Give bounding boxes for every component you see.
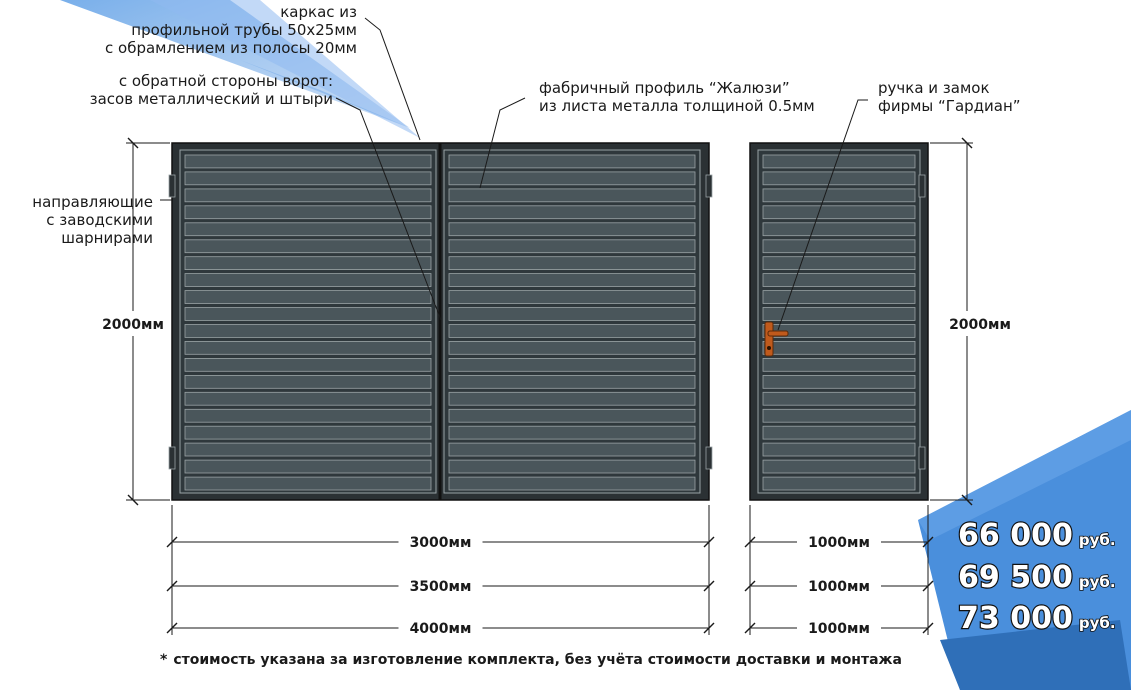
louver-slat [185, 240, 431, 253]
louver-slat [449, 460, 695, 473]
footnote-star: * [160, 652, 168, 668]
louver-slat [449, 426, 695, 439]
louver-slat [763, 240, 915, 253]
louver-slat [449, 308, 695, 321]
gate-width-label: 3500мм [409, 579, 472, 595]
hinges-label-3: шарнирами [61, 229, 153, 247]
height-label-left: 2000мм [102, 317, 164, 333]
gate-width-label: 4000мм [409, 621, 472, 637]
price-amount: 69 500 [958, 560, 1073, 595]
louver-slat [449, 392, 695, 405]
louver-slat [763, 206, 915, 219]
louver-slat [449, 341, 695, 354]
louver-slat [449, 274, 695, 287]
louver-slat [763, 257, 915, 270]
louver-slat [185, 274, 431, 287]
louver-slat [449, 206, 695, 219]
profile-label-1: фабричный профиль “Жалюзи” [539, 79, 790, 97]
louver-slat [763, 477, 915, 490]
louver-slat [449, 477, 695, 490]
width-dimensions [167, 535, 933, 637]
louver-slat [449, 409, 695, 422]
louver-slat [763, 172, 915, 185]
louver-slat [763, 155, 915, 168]
price-amount: 66 000 [958, 518, 1073, 553]
louver-slat [763, 426, 915, 439]
height-label-right: 2000мм [949, 317, 1011, 333]
louver-slat [185, 223, 431, 236]
frame-label-2: профильной трубы 50х25мм [131, 21, 357, 39]
louver-slat [449, 443, 695, 456]
louver-slat [449, 172, 695, 185]
louver-slat [449, 257, 695, 270]
louver-slat [185, 409, 431, 422]
louver-slat [763, 358, 915, 371]
gate-width-label: 3000мм [409, 535, 472, 551]
louver-slat [763, 443, 915, 456]
louver-slat [185, 155, 431, 168]
louver-slat [185, 477, 431, 490]
width-extension-lines [172, 505, 928, 635]
price-currency: руб. [1078, 573, 1116, 591]
hinge-icon [919, 175, 925, 197]
double-gate [169, 143, 712, 500]
hinges-label-1: направляющие [32, 193, 153, 211]
handle-label-2: фирмы “Гардиан” [878, 97, 1021, 115]
hinge-icon [706, 175, 712, 197]
louver-slat [185, 443, 431, 456]
handle-label-1: ручка и замок [878, 79, 990, 97]
louver-slat [763, 223, 915, 236]
louver-slat [449, 291, 695, 304]
louver-slat [449, 375, 695, 388]
louver-slat [449, 240, 695, 253]
hinge-icon [919, 447, 925, 469]
louver-slat [185, 172, 431, 185]
louver-slat [763, 274, 915, 287]
frame-label-1: каркас из [280, 3, 357, 21]
louver-slat [449, 358, 695, 371]
price-list [958, 518, 1116, 636]
price-currency: руб. [1078, 614, 1116, 632]
louver-slat [185, 341, 431, 354]
louver-slat [763, 341, 915, 354]
louver-slat [185, 291, 431, 304]
louver-slat [185, 375, 431, 388]
wicket-width-label: 1000мм [808, 535, 870, 551]
louver-slat [185, 308, 431, 321]
price-currency: руб. [1078, 531, 1116, 549]
louver-slat [763, 375, 915, 388]
louver-slat [763, 189, 915, 202]
louver-slat [449, 189, 695, 202]
louver-slat [185, 325, 431, 338]
louver-slat [185, 189, 431, 202]
louver-slat [763, 392, 915, 405]
hinge-icon [706, 447, 712, 469]
louver-slat [185, 460, 431, 473]
louver-slat [763, 409, 915, 422]
wicket-width-label: 1000мм [808, 621, 870, 637]
louver-slat [449, 223, 695, 236]
louver-slat [449, 325, 695, 338]
louver-slat [185, 358, 431, 371]
footnote [160, 652, 902, 668]
louver-slat [185, 257, 431, 270]
hinge-icon [169, 447, 175, 469]
louver-slat [763, 291, 915, 304]
louver-slat [185, 206, 431, 219]
hinges-label-2: с заводскими [46, 211, 153, 229]
frame-label-3: с обрамлением из полосы 20мм [105, 39, 357, 57]
profile-label-2: из листа металла толщиной 0.5мм [539, 97, 815, 115]
wicket-width-label: 1000мм [808, 579, 870, 595]
louver-slat [185, 392, 431, 405]
louver-slat [185, 426, 431, 439]
bolt-label-2: засов металлический и штыри [89, 90, 333, 108]
hinge-icon [169, 175, 175, 197]
wicket [750, 143, 928, 500]
price-amount: 73 000 [958, 601, 1073, 636]
louver-slat [763, 460, 915, 473]
louver-slat [763, 308, 915, 321]
footnote-text: стоимость указана за изготовление комплекта, без учёта стоимости доставки и монтажа [173, 652, 902, 668]
bolt-label-1: с обратной стороны ворот: [118, 72, 333, 90]
